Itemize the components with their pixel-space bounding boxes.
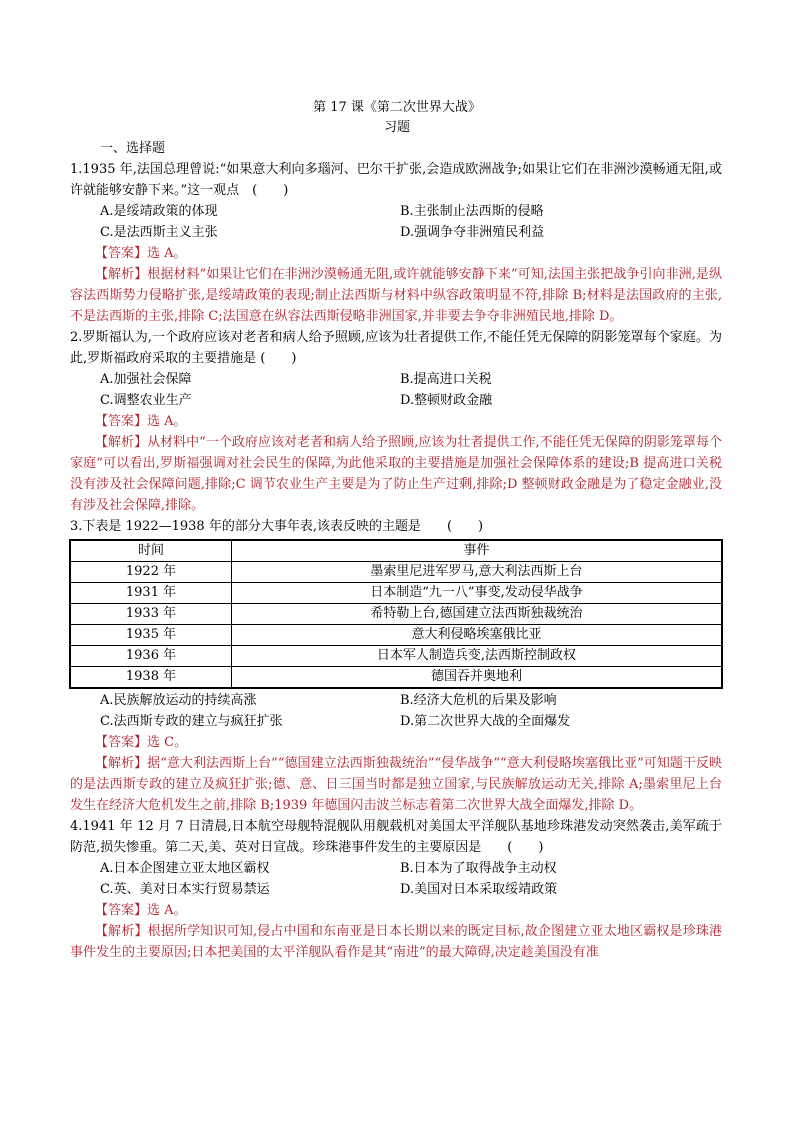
option: A.日本企图建立亚太地区霸权 (100, 861, 270, 876)
explanation-text: 根据材料“如果让它们在非洲沙漠畅通无阻,或许就能够安静下来”可知,法国主张把战争引向非洲,是纵容法西斯势力侵略扩张,是绥靖政策的表现;制止法西斯与材料中纵容政策明显不符,排除 B;材料是法国政府的主张,不是法西斯的主张,排除 C;法国意在纵容法西斯侵略非洲国家,并非要去争夺非洲殖民地,排除 D。 (70, 267, 722, 324)
table-cell-event: 墨索里尼进军罗马,意大利法西斯上台 (232, 562, 723, 583)
table-cell-year: 1922 年 (70, 562, 232, 583)
option: C.法西斯专政的建立与疯狂扩张 (100, 714, 283, 729)
explanation-text: 根据所学知识可知,侵占中国和东南亚是日本长期以来的既定目标,故企图建立亚太地区霸权是珍珠港事件发生的主要原因;日本把美国的太平洋舰队看作是其“南进”的最大障碍,决定趁美国没有准 (70, 924, 722, 960)
table-cell-event: 日本制造“九一八”事变,发动侵华战争 (232, 583, 723, 604)
table-cell-year: 1935 年 (70, 625, 232, 646)
question-2-stem: 2.罗斯福认为,一个政府应该对老者和病人给予照顾,应该为壮者提供工作,不能任凭无保障的阴影笼罩每个家庭。为此,罗斯福政府采取的主要措施是 ( ) (70, 330, 722, 366)
question-4-explanation (70, 921, 722, 963)
option: B.主张制止法西斯的侵略 (400, 204, 544, 219)
table-cell-event: 德国吞并奥地利 (232, 667, 723, 689)
option: B.经济大危机的后果及影响 (400, 693, 557, 708)
answer-text: 选 A。 (147, 414, 187, 429)
explain-tag: 【解析】 (95, 756, 148, 771)
question-3-stem: 3.下表是 1922—1938 年的部分大事年表,该表反映的主题是 ( ) (70, 519, 484, 534)
table-row (70, 562, 722, 583)
option: A.民族解放运动的持续高涨 (100, 693, 257, 708)
question-2-explanation (70, 432, 722, 516)
option: D.强调争夺非洲殖民利益 (400, 225, 545, 240)
option: C.英、美对日本实行贸易禁运 (100, 882, 270, 897)
explanation-text: 从材料中“一个政府应该对老者和病人给予照顾,应该为壮者提供工作,不能任凭无保障的阴影笼罩每个家庭”可以看出,罗斯福强调对社会民生的保障,为此他采取的主要措施是加强社会保障体系的建设;B 提高进口关税没有涉及社会保障问题,排除;C 调节农业生产主要是为了防止生产过剩,排除;D 整顿财政金融是为了稳定金融业,没有涉及社会保障,排除。 (70, 435, 722, 513)
page-title: 第 17 课《第二次世界大战》 (313, 100, 481, 115)
question-4-answer (70, 900, 722, 921)
explain-tag: 【解析】 (95, 924, 148, 939)
table-row (70, 625, 722, 646)
table-row (70, 583, 722, 604)
table-cell-year: 1933 年 (70, 604, 232, 625)
answer-tag: 【答案】 (95, 735, 148, 750)
option: D.第二次世界大战的全面爆发 (400, 714, 571, 729)
option: B.日本为了取得战争主动权 (400, 861, 557, 876)
question-2-answer (70, 411, 722, 432)
option: D.美国对日本采取绥靖政策 (400, 882, 558, 897)
table-cell-year: 1931 年 (70, 583, 232, 604)
answer-text: 选 A。 (147, 903, 187, 918)
explain-tag: 【解析】 (95, 267, 148, 282)
option: C.调整农业生产 (100, 393, 192, 408)
option: A.加强社会保障 (100, 372, 192, 387)
option: C.是法西斯主义主张 (100, 225, 218, 240)
question-1-stem: 1.1935 年,法国总理曾说:“如果意大利向多瑙河、巴尔干扩张,会造成欧洲战争;如果让它们在非洲沙漠畅通无阻,或许就能够安静下来。”这一观点 ( ) (70, 162, 722, 198)
events-table (69, 539, 723, 689)
content (70, 138, 722, 963)
table-row (70, 646, 722, 667)
table-row (70, 604, 722, 625)
answer-text: 选 A。 (147, 246, 187, 261)
option: A.是绥靖政策的体现 (100, 204, 218, 219)
table-row (70, 667, 722, 689)
table-cell-year: 1936 年 (70, 646, 232, 667)
answer-tag: 【答案】 (95, 246, 148, 261)
table-cell-year: 1938 年 (70, 667, 232, 689)
answer-tag: 【答案】 (95, 414, 148, 429)
question-4-options (70, 858, 722, 900)
question-1-answer (70, 243, 722, 264)
question-4-stem: 4.1941 年 12 月 7 日清晨,日本航空母舰特混舰队用舰载机对美国太平洋舰队基地珍珠港发动突然袭击,美军疏于防范,损失惨重。第二天,美、英对日宣战。珍珠港事件发生的主要原因是 ( ) (70, 819, 722, 855)
page-subtitle: 习题 (383, 120, 410, 135)
explanation-text: 据“意大利法西斯上台”“德国建立法西斯独裁统治”“侵华战争”“意大利侵略埃塞俄比亚”可知题干反映的是法西斯专政的建立及疯狂扩张;德、意、日三国当时都是独立国家,与民族解放运动无关,排除 A;墨索里尼上台发生在经济大危机发生之前,排除 B;1939 年德国闪击波兰标志着第二次世界大战全面爆发,排除 D。 (70, 756, 722, 813)
section-heading: 一、选择题 (100, 141, 166, 156)
option: B.提高进口关税 (400, 372, 492, 387)
table-header: 事件 (232, 540, 723, 562)
answer-tag: 【答案】 (95, 903, 148, 918)
answer-text: 选 C。 (147, 735, 188, 750)
question-2-options (70, 369, 722, 411)
table-header-row (70, 540, 722, 562)
question-3-answer (70, 732, 722, 753)
question-1-options (70, 201, 722, 243)
option: D.整顿财政金融 (400, 393, 493, 408)
question-3-explanation (70, 753, 722, 816)
table-cell-event: 希特勒上台,德国建立法西斯独裁统治 (232, 604, 723, 625)
question-3-options (70, 690, 722, 732)
question-1-explanation (70, 264, 722, 327)
table-header: 时间 (70, 540, 232, 562)
table-cell-event: 日本军人制造兵变,法西斯控制政权 (232, 646, 723, 667)
explain-tag: 【解析】 (95, 435, 148, 450)
table-cell-event: 意大利侵略埃塞俄比亚 (232, 625, 723, 646)
